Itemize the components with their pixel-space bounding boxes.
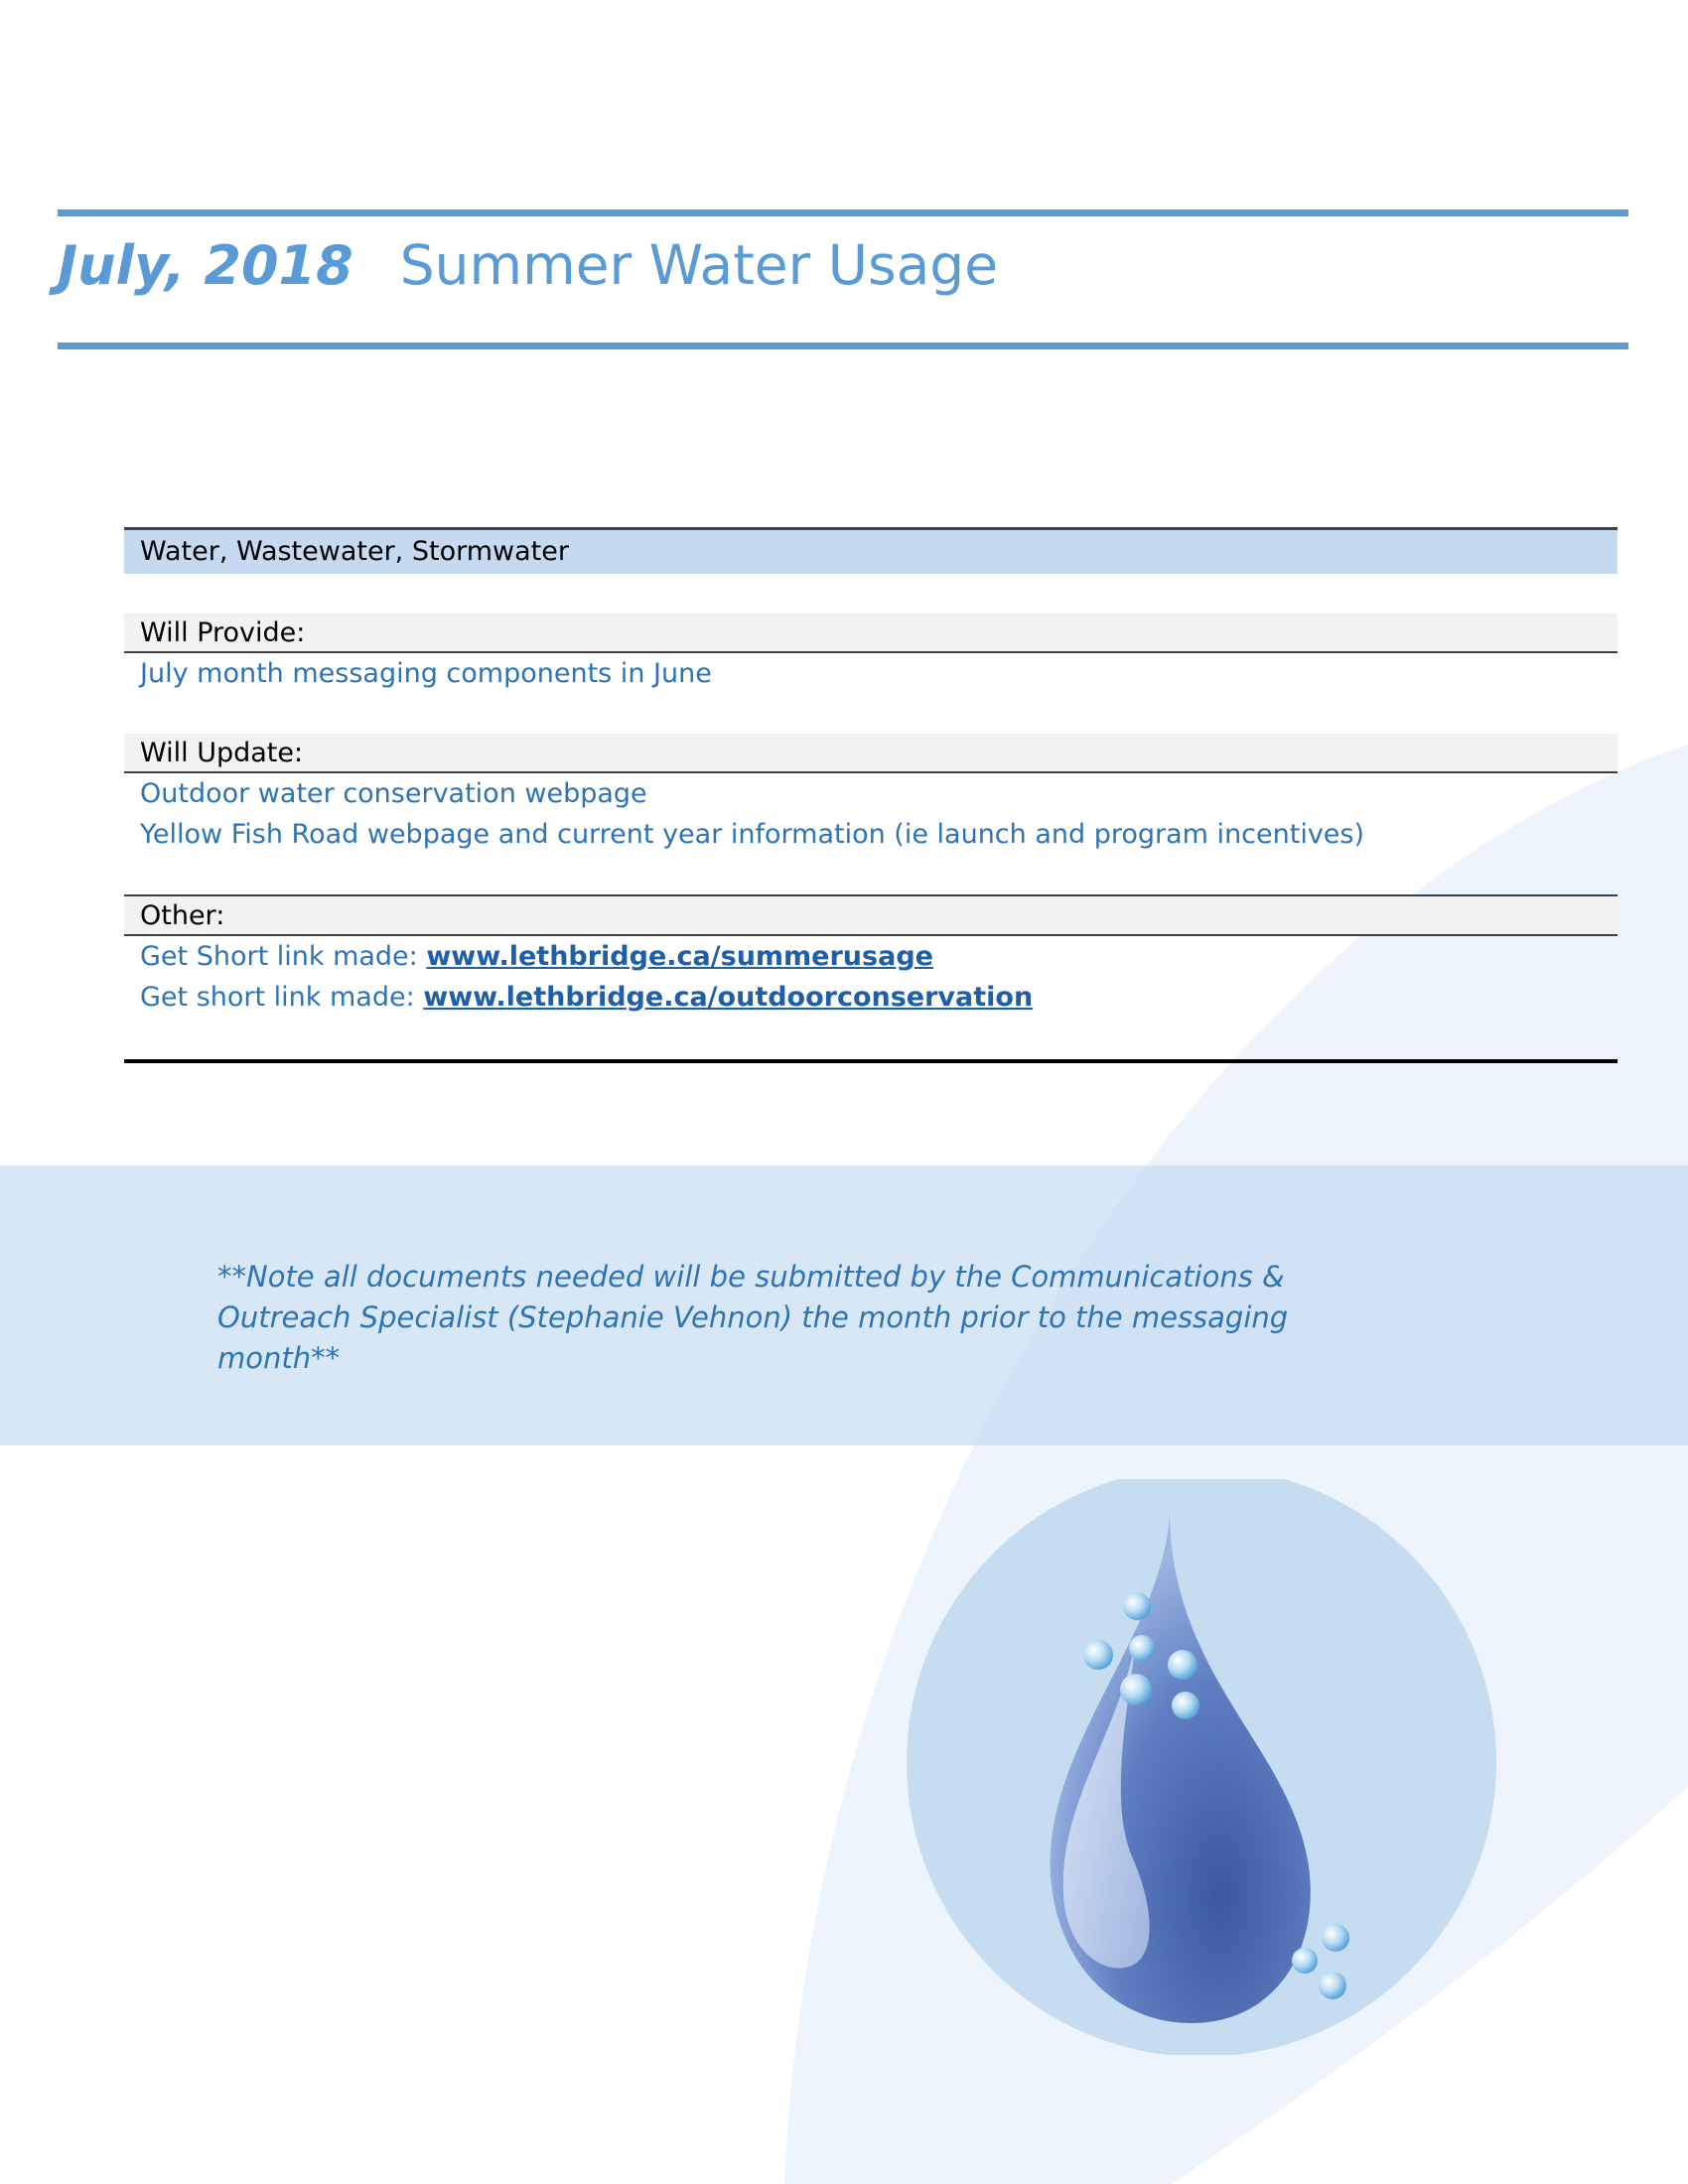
header-top-rule (58, 209, 1628, 216)
plan-table (124, 527, 1618, 1063)
link-prefix: Get short link made: (140, 982, 424, 1013)
summerusage-link[interactable]: www.lethbridge.ca/summerusage (426, 941, 933, 972)
header-bottom-rule (58, 342, 1628, 349)
link-prefix: Get Short link made: (140, 941, 427, 972)
list-item: July month messaging components in June (140, 658, 712, 689)
department-header: Water, Wastewater, Stormwater (124, 527, 1618, 574)
section-heading-other: Other: (124, 894, 1618, 936)
list-item: Outdoor water conservation webpage (140, 778, 647, 809)
note-banner (0, 1165, 1688, 1445)
title-date: July, 2018 (58, 234, 353, 297)
outdoorconservation-link[interactable]: www.lethbridge.ca/outdoorconservation (423, 982, 1034, 1013)
title-text: Summer Water Usage (399, 233, 999, 297)
water-drop-illustration (894, 1479, 1509, 2055)
section-heading-will-update: Will Update: (124, 734, 1618, 773)
section-heading-will-provide: Will Provide: (124, 614, 1618, 653)
list-item (124, 977, 1618, 1018)
page-title (58, 233, 999, 297)
list-item (124, 936, 1618, 977)
list-item: Yellow Fish Road webpage and current year information (ie launch and program incentives) (140, 819, 1365, 850)
note-text: **Note all documents needed will be submitted by the Communications & Outreach Specialist (Stephanie Vehnon) the month prior to the messaging month** (217, 1260, 1289, 1375)
table-bottom-rule (124, 1059, 1618, 1063)
